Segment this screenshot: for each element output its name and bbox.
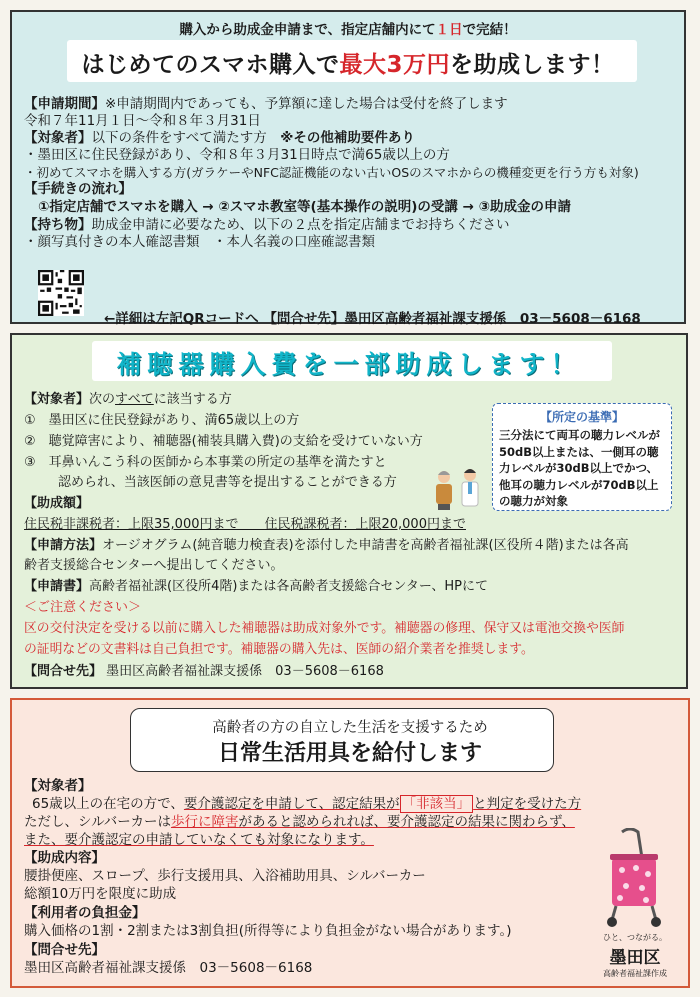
period-label: 【申請期間】 bbox=[24, 96, 105, 112]
items-label: 【持ち物】 bbox=[24, 217, 92, 233]
condition-1: ・墨田区に住民登録があり、令和８年３月31日時点で満65歳以上の方 bbox=[24, 147, 450, 163]
aid-label: 【助成内容】 bbox=[24, 850, 105, 866]
target-emphasis: すべて bbox=[115, 392, 154, 407]
tagline bbox=[12, 18, 684, 38]
headline-text: はじめてのスマホ購入で bbox=[81, 52, 340, 78]
hearing-aid-title: 補聴器購入費を一部助成します！ bbox=[116, 350, 582, 379]
target-label: 【対象者】 bbox=[24, 778, 92, 794]
period-note: ※申請期間内であっても、予算額に達した場合は受付を終了します bbox=[105, 96, 508, 112]
sumida-logo bbox=[590, 932, 680, 982]
headline-amount: 最大3万円 bbox=[339, 52, 451, 78]
hearing-aid-panel bbox=[10, 333, 688, 689]
notice-text-2: の証明などの文書料は自己負担です。補聴器の購入先は、医師の紹介業者を推奨します。 bbox=[24, 642, 534, 657]
target-text-end: に該当する方 bbox=[153, 392, 232, 407]
amount-label: 【助成額】 bbox=[24, 496, 90, 511]
condition-2: ② 聴覚障害により、補聴器(補装具購入費)の支給を受けていない方 bbox=[24, 434, 423, 449]
period-dates: 令和７年11月１日～令和８年３月31日 bbox=[24, 113, 261, 129]
target-text-1 bbox=[32, 796, 581, 813]
condition-1: ① 墨田区に住民登録があり、満65歳以上の方 bbox=[24, 413, 300, 428]
daily-living-aid-panel bbox=[10, 698, 690, 988]
tagline-text: 購入から助成金申請まで、指定店舗内にて bbox=[179, 22, 436, 38]
target-text: 65歳以上の在宅の方で、 bbox=[32, 796, 184, 812]
contact-label: 【問合せ先】 bbox=[24, 664, 103, 679]
aid-limit: 総額10万円を限度に助成 bbox=[24, 886, 177, 902]
target-text-2 bbox=[24, 814, 575, 831]
criteria-box bbox=[492, 403, 672, 511]
logo-dept: 高齢者福祉課作成 bbox=[603, 969, 667, 978]
tagline-highlight: １日 bbox=[435, 22, 463, 38]
tagline-text-end: で完結！ bbox=[462, 22, 517, 38]
target-line bbox=[24, 130, 415, 147]
method-text: オージオグラム(純音聴力検査表)を添付した申請書を高齢者福祉課(区役所４階)または各高 bbox=[102, 538, 629, 553]
items-list: ・顔写真付きの本人確認書類 ・本人名義の口座確認書類 bbox=[24, 234, 375, 250]
contact-label: 【問合せ先】 bbox=[24, 942, 105, 958]
non-applicable-badge: 「非該当」 bbox=[400, 795, 474, 813]
aid-items: 腰掛便座、スロープ、歩行支援用具、入浴補助用具、シルバーカー bbox=[24, 868, 426, 884]
form-text: 高齢者福祉課(区役所4階)または各高齢者支援総合センター、HPにて bbox=[89, 579, 489, 594]
amount-text: 住民税非課税者：上限35,000円まで 住民税課税者：上限20,000円まで bbox=[24, 517, 466, 532]
headline-text-end: を助成します！ bbox=[450, 52, 615, 78]
target-text: ただし、シルバーカーは bbox=[24, 814, 171, 830]
s1-footer: ←詳細は左記QRコードへ 【問合せ先】墨田区高齢者福祉課支援係 03－5608－6168 bbox=[104, 311, 641, 327]
criteria-body: 三分法にて両耳の聴力レベルが50dB以上または、一側耳の聴力レベルが30dB以上でかつ、他耳の聴力レベルが70dB以上の聴力が対象 bbox=[499, 428, 660, 508]
target-note: ※その他補助要件あり bbox=[280, 130, 415, 146]
burden-text: 購入価格の1割・2割または3割負担(所得等により負担金がない場合があります。) bbox=[24, 923, 512, 939]
contact-text: 墨田区高齢者福祉課支援係 03－5608－6168 bbox=[24, 960, 313, 976]
target-underline: 要介護認定を申請して、認定結果が bbox=[183, 796, 400, 812]
items-text: 助成金申請に必要なため、以下の２点を指定店舗までお持ちください bbox=[91, 217, 510, 233]
flow-steps: ①指定店舗でスマホを購入 → ②スマホ教室等(基本操作の説明)の受講 → ③助成金の申請 bbox=[38, 199, 572, 215]
form-label: 【申請書】 bbox=[24, 579, 90, 594]
form-line bbox=[24, 578, 488, 595]
header-subtitle: 高齢者の方の自立した生活を支援するため bbox=[212, 720, 488, 736]
condition-2: ・初めてスマホを購入する方(ガラケーやNFC認証機能のない古いOSのスマホからの機種変更を行う方も対象) bbox=[24, 165, 639, 180]
method-line bbox=[24, 537, 629, 554]
period-line bbox=[24, 96, 508, 113]
target-text-3: また、要介護認定の申請していなくても対象になります。 bbox=[24, 832, 374, 848]
target-text: 以下の条件をすべて満たす方 bbox=[91, 130, 267, 146]
condition-3b: 認められ、当該医師の意見書等を提出することができる方 bbox=[58, 475, 397, 490]
headline bbox=[12, 46, 684, 79]
qr-code-icon[interactable] bbox=[38, 270, 84, 316]
target-label: 【対象者】 bbox=[24, 392, 90, 407]
contact-line bbox=[24, 663, 384, 680]
silver-car-icon bbox=[602, 828, 666, 928]
smartphone-subsidy-panel bbox=[10, 10, 686, 327]
target-line bbox=[24, 391, 232, 408]
method-text-2: 齢者支援総合センターへ提出してください。 bbox=[24, 558, 284, 573]
target-label: 【対象者】 bbox=[24, 130, 92, 146]
doctor-patient-icon bbox=[430, 465, 488, 513]
condition-3a: ③ 耳鼻いんこう科の医師から本事業の所定の基準を満たすと bbox=[24, 455, 387, 470]
criteria-title: 【所定の基準】 bbox=[539, 410, 624, 424]
notice-text-1: 区の交付決定を受ける以前に購入した補聴器は助成対象外です。補聴器の修理、保守又は電池交換や医師 bbox=[24, 621, 625, 636]
target-text: 次の bbox=[89, 392, 116, 407]
walking-disability: 歩行に障害 bbox=[170, 814, 239, 830]
contact-text: 墨田区高齢者福祉課支援係 03－5608－6168 bbox=[106, 664, 384, 679]
items-line bbox=[24, 217, 509, 234]
target-underline-end: と判定を受けた方 bbox=[473, 796, 582, 812]
notice-heading: ＜ご注意ください＞ bbox=[24, 600, 142, 615]
target-underline: があると認められれば、要介護認定の結果に関わらず、 bbox=[238, 814, 575, 830]
method-label: 【申請方法】 bbox=[24, 538, 103, 553]
flow-label: 【手続きの流れ】 bbox=[24, 181, 132, 197]
logo-motto: ひと、つながる。 bbox=[603, 933, 667, 942]
logo-city: 墨田区 bbox=[609, 948, 661, 968]
header-title: 日常生活用具を給付します bbox=[217, 741, 482, 766]
burden-label: 【利用者の負担金】 bbox=[24, 905, 146, 921]
